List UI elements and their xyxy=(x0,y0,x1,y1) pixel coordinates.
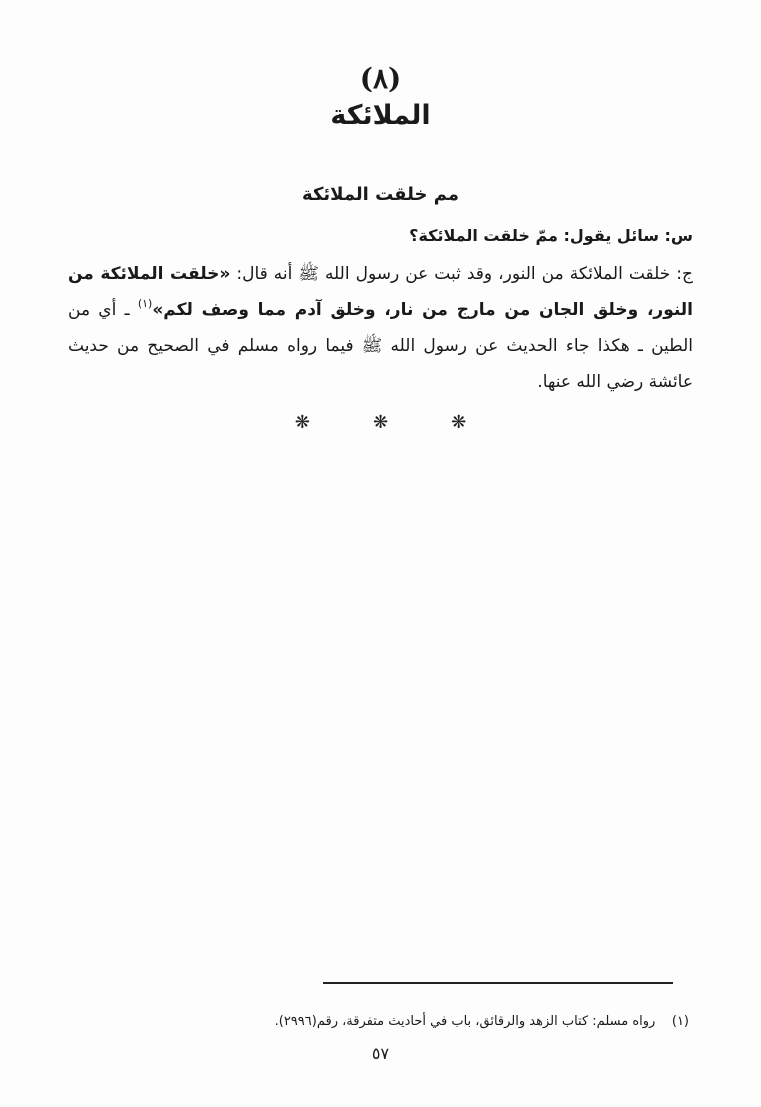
answer-intro: ج: خلقت الملائكة من النور، وقد ثبت عن رسول الله ﷺ أنه قال: xyxy=(236,264,693,284)
chapter-number: (٨) xyxy=(359,62,402,95)
section-separator xyxy=(0,412,761,433)
chapter-title: الملائكة xyxy=(330,100,431,131)
footnote-divider xyxy=(323,982,673,984)
separator-ornament: ❋ xyxy=(294,412,310,433)
answer-paragraph xyxy=(68,256,693,400)
page-number: ٥٧ xyxy=(371,1044,390,1063)
question-text: س: سائل يقول: ممّ خلقت الملائكة؟ xyxy=(409,226,693,245)
separator-ornament: ❋ xyxy=(372,412,389,433)
answer-rest: ـ أي من الطين ـ هكذا جاء الحديث عن رسول الله ﷺ فيما رواه مسلم في الصحيح من حديث عائشة رضي الله عنها. xyxy=(68,300,693,392)
section-heading: مم خلقت الملائكة xyxy=(302,184,459,205)
footnote-marker: (١) xyxy=(671,1014,689,1029)
separator-ornament: ❋ xyxy=(451,412,467,433)
footnote-text: رواه مسلم: كتاب الزهد والرقائق، باب في أحاديث متفرقة، رقم(٢٩٩٦). xyxy=(274,1014,656,1029)
footnote xyxy=(69,1014,689,1029)
footnote-reference[interactable]: (١) xyxy=(137,297,153,310)
hadith-quote: «خلقت الملائكة من النور، وخلق الجان من مارج من نار، وخلق آدم مما وصف لكم» xyxy=(68,264,694,320)
